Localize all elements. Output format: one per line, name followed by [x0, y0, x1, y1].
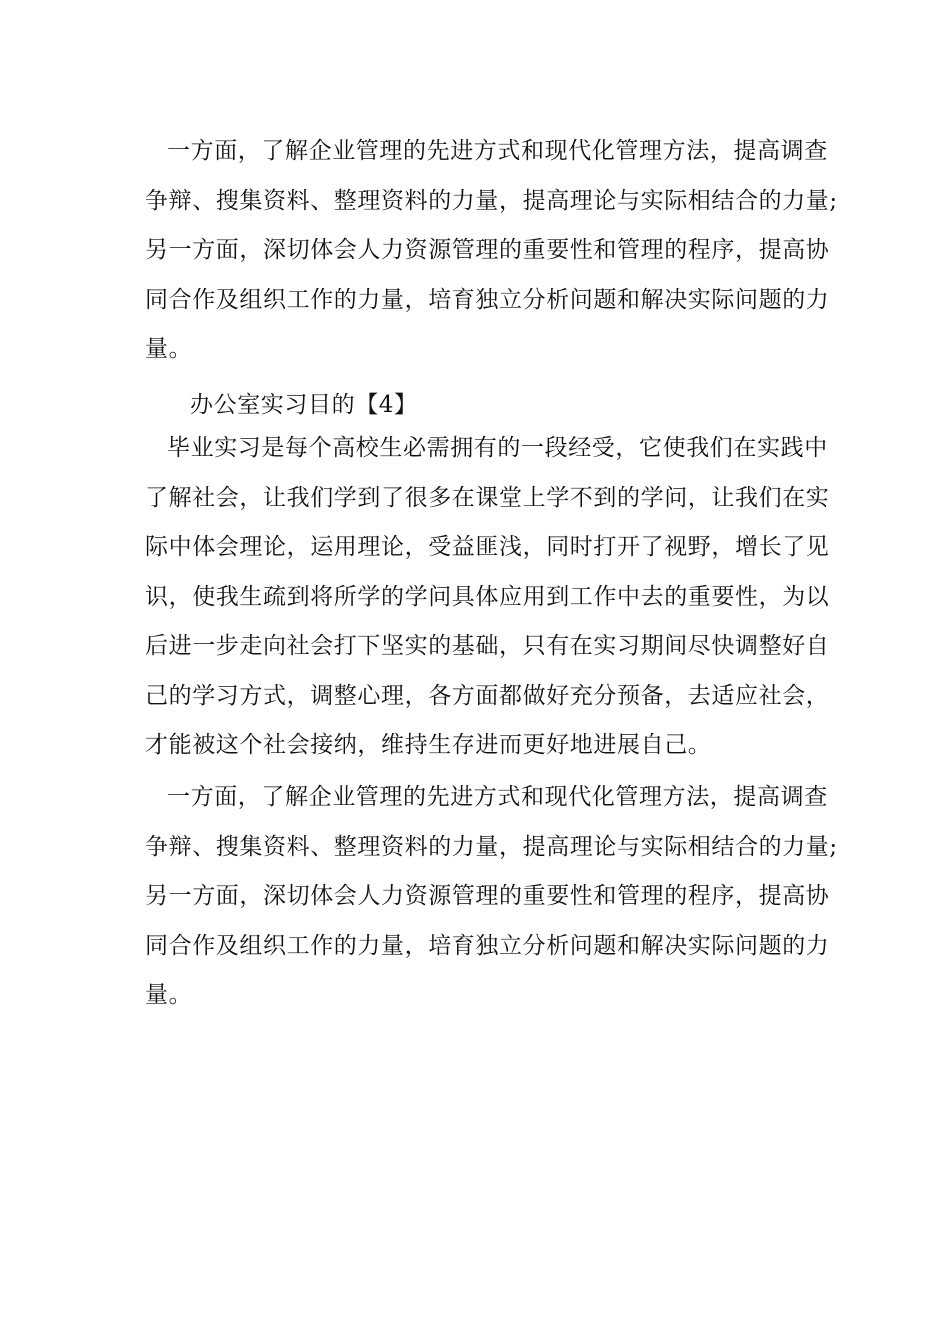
paragraph-line: 识，使我生疏到将所学的学问具体应用到工作中去的重要性，为以: [145, 583, 830, 610]
paragraph-line: 同合作及组织工作的力量，培育独立分析问题和解决实际问题的力: [145, 932, 830, 959]
paragraph-line: 另一方面，深切体会人力资源管理的重要性和管理的程序，提高协: [145, 883, 830, 909]
paragraph-line: 量。: [145, 336, 193, 362]
paragraph-line: 另一方面，深切体会人力资源管理的重要性和管理的程序，提高协: [145, 237, 830, 263]
paragraph-line: 一方面，了解企业管理的先进方式和现代化管理方法，提高调查: [167, 784, 828, 810]
paragraph-line: 后进一步走向社会打下坚实的基础，只有在实习期间尽快调整好自: [145, 633, 830, 659]
section-heading: 办公室实习目的【4】: [190, 392, 418, 418]
paragraph-line: 己的学习方式，调整心理，各方面都做好充分预备，去适应社会，: [145, 682, 830, 709]
paragraph-line: 争辩、搜集资料、整理资料的力量，提高理论与实际相结合的力量;: [145, 187, 838, 214]
paragraph-line: 量。: [145, 982, 193, 1008]
paragraph-2: [145, 424, 830, 771]
paragraph-1: [145, 127, 838, 375]
paragraph-3: [145, 773, 838, 1021]
paragraph-line: 同合作及组织工作的力量，培育独立分析问题和解决实际问题的力: [145, 286, 830, 313]
paragraph-line: 一方面，了解企业管理的先进方式和现代化管理方法，提高调查: [167, 138, 828, 164]
paragraph-line: 际中体会理论，运用理论，受益匪浅，同时打开了视野，增长了见: [145, 534, 830, 560]
paragraph-line: 了解社会，让我们学到了很多在课堂上学不到的学问，让我们在实: [145, 484, 830, 511]
paragraph-line: 才能被这个社会接纳，维持生存进而更好地进展自己。: [145, 732, 712, 758]
paragraph-line: 毕业实习是每个高校生必需拥有的一段经受，它使我们在实践中: [167, 435, 828, 461]
paragraph-line: 争辩、搜集资料、整理资料的力量，提高理论与实际相结合的力量;: [145, 833, 838, 860]
